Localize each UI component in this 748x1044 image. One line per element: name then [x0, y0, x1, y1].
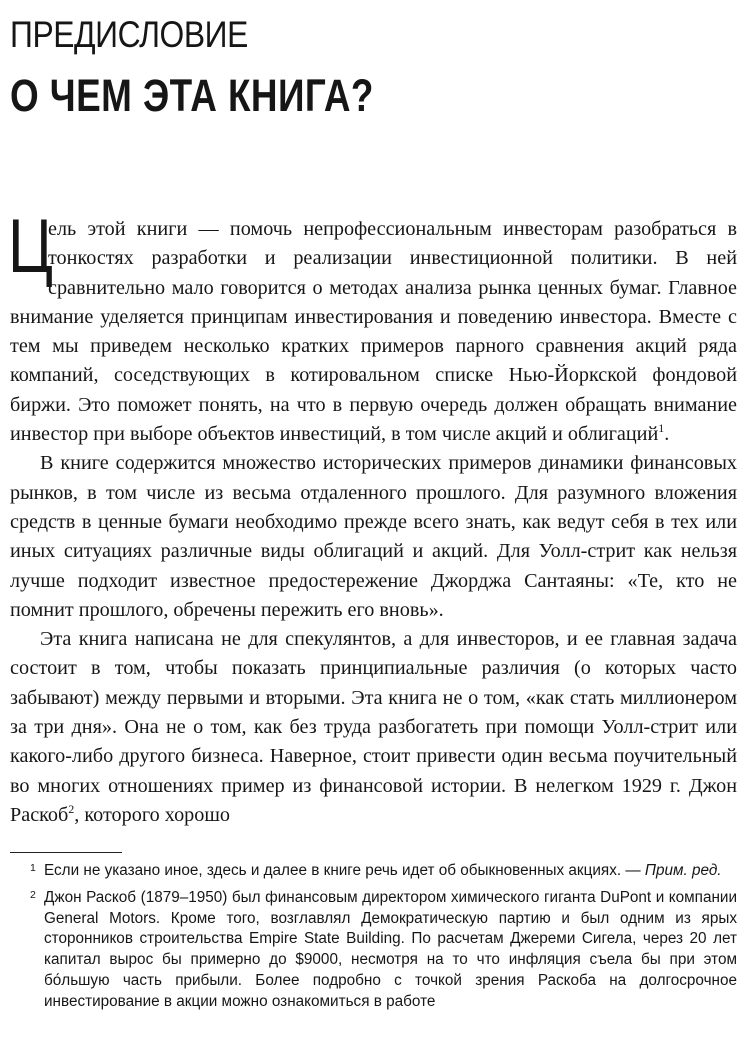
section-kicker: ПРЕДИСЛОВИЕ: [10, 14, 248, 55]
footnote-number: 1: [30, 862, 36, 874]
paragraph-2: В книге содержится множество исторических примеров динамики финансовых рынков, в том числе из весьма отдаленного прошлого. Для разумного вложения средств в ценные бумаги необходимо прежде всего знать, как ведут себя в тех или иных ситуациях различные виды облигаций и акций. Для Уолл-стрит как нельзя лучше подходит известное предостережение Джорджа Сантаяны: «Те, кто не помнит прошлого, обречены пережить его вновь».: [10, 452, 737, 621]
paragraph-3: [10, 625, 737, 830]
footnote-ref-2[interactable]: 2: [68, 801, 75, 816]
footnote-number: 2: [30, 888, 36, 901]
drop-cap: Ц: [8, 204, 53, 289]
footnote-1: [10, 861, 737, 882]
footnote-text: Если не указано иное, здесь и далее в книге речь идет об обыкновенных акциях. —: [44, 862, 645, 879]
paragraph-3-text: Эта книга написана не для спекулянтов, а для инвесторов, и ее главная задача состоит в том, чтобы показать принципиальные различия (о которых часто забывают) между первыми и вторыми. Эта книга не о том, «как стать миллионером за три дня». Она не о том, как без труда разбогатеть при помощи Уолл-стрит или какого-либо другого бизнеса. Наверное, стоит привести один весьма поучительный во многих отношениях пример из финансовой истории. В нелегком 1929 г. Джон Раскоб: [10, 628, 737, 826]
footnotes: [10, 861, 737, 1019]
footnote-editor-note: Прим. ред.: [644, 862, 722, 879]
footnote-divider: [10, 852, 122, 853]
paragraph-1-end: .: [664, 423, 670, 446]
footnote-text: Джон Раскоб (1879–1950) был финансовым директором химического гиганта DuPont и компании General Motors. Кроме того, возглавлял Демократическую партию и был одним из ярых сторонников строительства Empire State Building. По расчетам Джереми Сигела, через 20 лет капитал вырос бы примерно до $9000, несмотря на то что инфляция съела бы при этом бо́льшую часть прибыли. Более подробно с точкой зрения Раскоба на долгосрочное инвестирование в акции можно ознакомиться в работе: [44, 888, 737, 1010]
footnote-ref-1[interactable]: 1: [658, 421, 665, 436]
chapter-title: О ЧЕМ ЭТА КНИГА?: [10, 70, 374, 121]
paragraph-1: [8, 204, 737, 449]
paragraph-1-text: ель этой книги — помочь непрофессиональным инвесторам разобраться в тонкостях разработки и реализации инвестиционной политики. В ней сравнительно мало говорится о методах анализа рынка ценных бумаг. Главное внимание уделяется принципам инвестирования и поведению инвестора. Вместе с тем мы приведем несколько кратких примеров парного сравнения акций ряда компаний, соседствующих в котировальном списке Нью-Йоркской фондовой биржи. Это поможет понять, на что в первую очередь должен обращать внимание инвестор при выборе объектов инвестиций, в том числе акций и облигаций: [10, 218, 737, 446]
body-text: [8, 204, 737, 830]
footnote-2: [10, 888, 737, 1013]
paragraph-3-end: , которого хорошо: [74, 803, 230, 826]
